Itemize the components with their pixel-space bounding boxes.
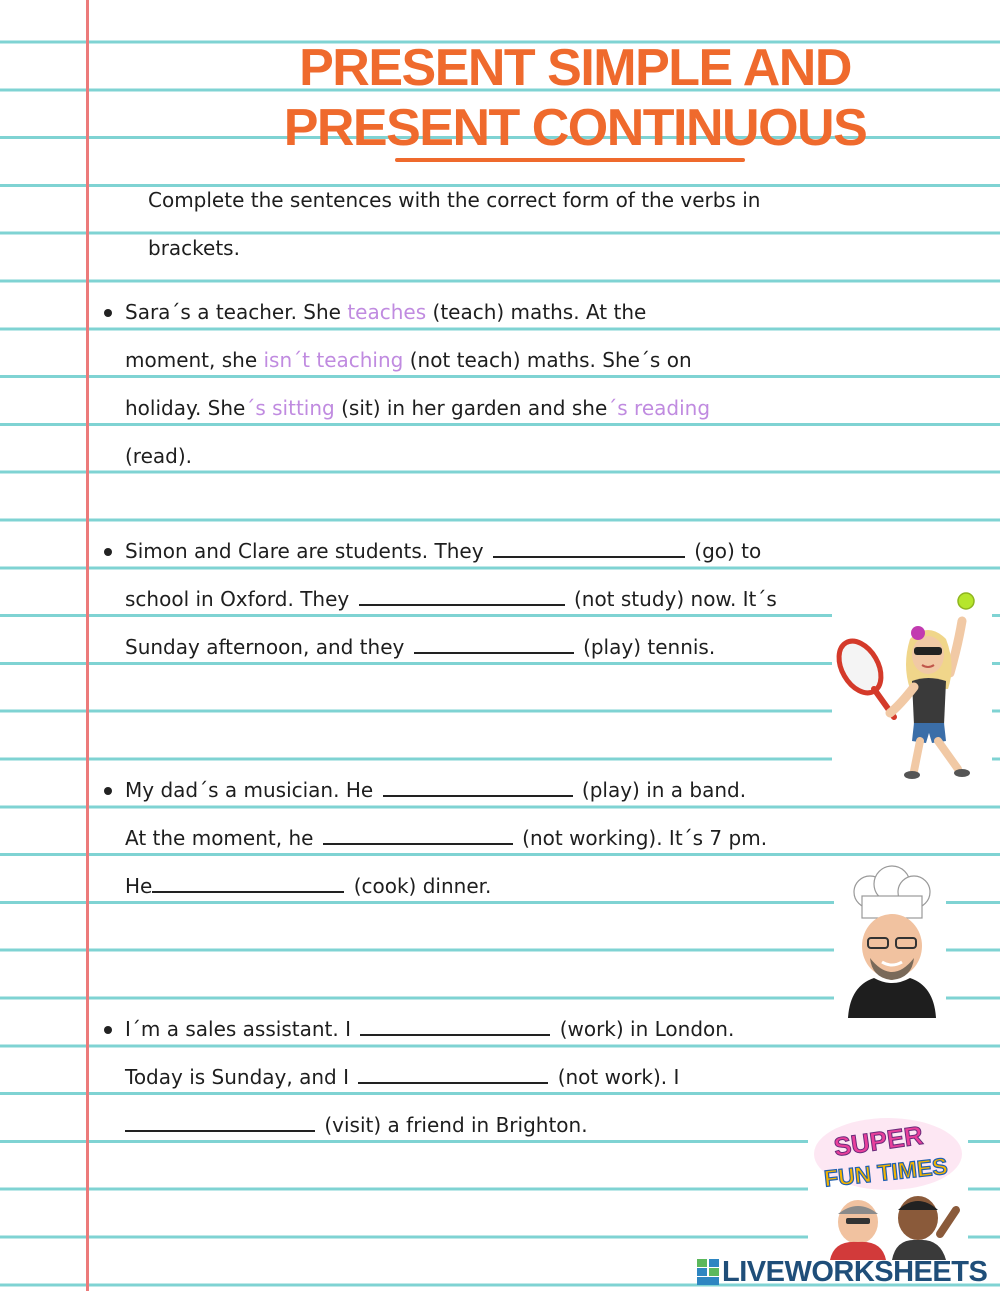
- q1-line-2: [125, 586, 777, 612]
- answer-blank[interactable]: [358, 1064, 548, 1084]
- q3-line-1: [125, 1016, 734, 1042]
- margin-line: [86, 0, 89, 1291]
- text: (sit) in her garden and she: [334, 396, 608, 420]
- instructions-line-2: brackets.: [148, 236, 240, 260]
- text: Simon and Clare are students. They: [125, 539, 484, 563]
- q1-line-3: [125, 634, 715, 660]
- title-line-2: PRESENT CONTINUOUS: [283, 99, 867, 157]
- example-line-1: [125, 299, 646, 325]
- badge-line-1: SUPER: [831, 1119, 925, 1163]
- text: (play) in a band.: [581, 778, 747, 802]
- text: (visit) a friend in Brighton.: [324, 1113, 588, 1137]
- example-line-4: (read).: [125, 444, 193, 468]
- text: (play) tennis.: [583, 635, 716, 659]
- answer-blank[interactable]: [360, 1016, 550, 1036]
- text: Sara´s a teacher. She: [125, 300, 348, 324]
- bullet-example: [104, 309, 112, 317]
- text: (not teach) maths. She´s on: [403, 348, 692, 372]
- text: (cook) dinner.: [353, 874, 492, 898]
- text: (work) in London.: [559, 1017, 735, 1041]
- text: school in Oxford. They: [125, 587, 350, 611]
- q2-line-1: [125, 777, 746, 803]
- instructions-line-1: Complete the sentences with the correct form of the verbs in: [148, 188, 761, 212]
- answer-text: teaches: [347, 300, 427, 324]
- text: (not study) now. It´s: [573, 587, 777, 611]
- answer-blank[interactable]: [125, 1112, 315, 1132]
- answer-blank[interactable]: [323, 825, 513, 845]
- q1-line-1: [125, 538, 761, 564]
- text: Sunday afternoon, and they: [125, 635, 405, 659]
- tennis-player-avatar: [832, 585, 992, 785]
- text: My dad´s a musician. He: [125, 778, 374, 802]
- answer-text: ´s reading: [607, 396, 711, 420]
- bullet-q2: [104, 787, 112, 795]
- q2-line-3: [125, 873, 491, 899]
- liveworksheets-logo[interactable]: [696, 1256, 987, 1289]
- text: (go) to: [694, 539, 762, 563]
- super-fun-times-badge: [808, 1114, 968, 1260]
- text: (not working). It´s 7 pm.: [522, 826, 768, 850]
- title-line-1: PRESENT SIMPLE AND: [299, 39, 851, 97]
- q3-line-2: [125, 1064, 679, 1090]
- q2-line-2: [125, 825, 767, 851]
- example-line-2: [125, 347, 692, 373]
- text: I´m a sales assistant. I: [125, 1017, 351, 1041]
- liveworksheets-logo-text: LIVEWORKSHEETS: [722, 1256, 988, 1288]
- text: moment, she: [125, 348, 264, 372]
- text: holiday. She: [125, 396, 246, 420]
- q3-line-3: [125, 1112, 588, 1138]
- title-underline: [395, 158, 745, 162]
- answer-blank[interactable]: [359, 586, 565, 606]
- answer-text: ´s sitting: [245, 396, 335, 420]
- text: He: [125, 874, 153, 898]
- chef-avatar: [834, 862, 946, 1018]
- badge-line-2: FUN TIMES: [822, 1152, 949, 1192]
- text: At the moment, he: [125, 826, 314, 850]
- answer-blank[interactable]: [493, 538, 685, 558]
- answer-blank[interactable]: [152, 873, 344, 893]
- answer-blank[interactable]: [383, 777, 573, 797]
- answer-text: isn´t teaching: [263, 348, 404, 372]
- bullet-q1: [104, 548, 112, 556]
- text: (teach) maths. At the: [426, 300, 647, 324]
- example-line-3: [125, 395, 710, 421]
- text: (not work). I: [557, 1065, 680, 1089]
- bullet-q3: [104, 1026, 112, 1034]
- text: Today is Sunday, and I: [125, 1065, 349, 1089]
- answer-blank[interactable]: [414, 634, 574, 654]
